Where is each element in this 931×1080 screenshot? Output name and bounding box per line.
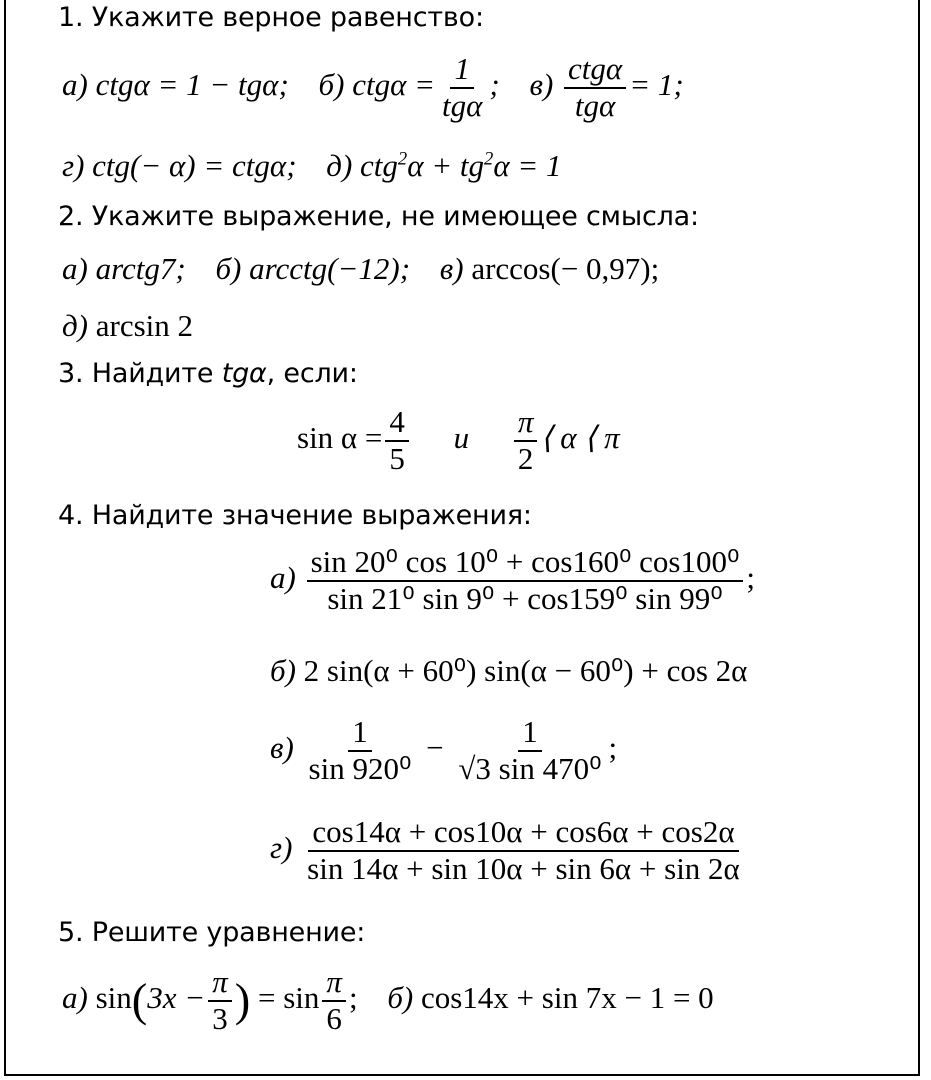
task-5-heading: 5. Решите уравнение: — [58, 917, 366, 948]
task-1-options-row-2: г) ctg(− α) = ctgα; д) $ctg^2\alpha + tg^2\alpha = 1$ — [62, 148, 562, 183]
task-4-option-g: г) $\frac{\cos 14\alpha + \cos 10\alpha + \cos 6\alpha + \cos 2\alpha}{\sin 14\alpha + \sin 10\alpha + \sin 6\alpha + \sin 2\alpha}$ — [270, 814, 740, 886]
task-2-option-d: arcsin 2 — [95, 308, 194, 343]
task-1-option-d: $ctg^2\alpha + tg^2\alpha = 1$ — [360, 148, 562, 183]
task-3-condition: sin α = $\frac{4}{5}$ и $\frac{\pi}{2}$ ⟨ α ⟨ π — [297, 404, 620, 476]
task-2-options-row-2: д) arcsin 2 — [62, 308, 194, 343]
task-2-heading: 2. Укажите выражение, не имеющее смысла: — [58, 201, 699, 232]
task-5-option-b: cos14x + sin 7x − 1 = 0 — [420, 979, 714, 1015]
task-5-option-a: sin(3x − $\frac{\pi}{3}$ ) = sin $\frac{\pi}{6}$ ; — [95, 964, 358, 1036]
task-3-heading: 3. Найдите tgα, если: — [58, 358, 358, 389]
task-1-heading: 1. Укажите верное равенство: — [58, 2, 484, 33]
task-4-option-a: а) $\frac{\text{sin 20⁰ cos 10⁰ + cos160⁰ cos100⁰}}{\text{sin 21⁰ sin 9⁰ + cos159⁰ sin 99⁰}}$ ; — [270, 544, 756, 616]
task-2-option-v: arccos(− 0,97); — [471, 251, 660, 286]
task-2-options-row-1: а) arctg7; б) arcctg(−12); в) arccos(− 0,97); — [62, 251, 660, 286]
task-4-option-b: б) 2 sin(α + 60⁰) sin(α − 60⁰) + cos 2α — [270, 653, 748, 688]
task-5-equations: а) sin(3x − $\frac{\pi}{3}$ ) = sin $\frac{\pi}{6}$ ; б) cos14x + sin 7x − 1 = 0 — [62, 964, 714, 1036]
task-2-option-b: arcctg(−12); — [249, 251, 411, 286]
task-1-option-a: ctgα = 1 − tgα; — [95, 66, 289, 102]
task-4-option-v: в) $\frac{1}{\text{sin 920⁰}}$ − $\frac{1}{\text{√3 sin 470⁰}}$ ; — [270, 714, 618, 786]
task-1-option-v: $\frac{\text{ctgα}}{\text{tgα}}$ = 1; — [561, 67, 684, 102]
task-1-option-b: ctgα = $\frac{1}{\text{tgα}}$ ; — [352, 51, 500, 123]
task-2-option-a: arctg7; — [95, 251, 186, 286]
task-1-option-g: ctg(− α) = ctgα; — [92, 148, 297, 183]
task-4-heading: 4. Найдите значение выражения: — [58, 500, 532, 531]
task-1-options-row-1: а) ctgα = 1 − tgα; б) ctgα = $\frac{1}{\text{tgα}}$ ; в) $\frac{\text{ctgα}}{\text{tgα}}$ = 1; — [62, 51, 684, 123]
